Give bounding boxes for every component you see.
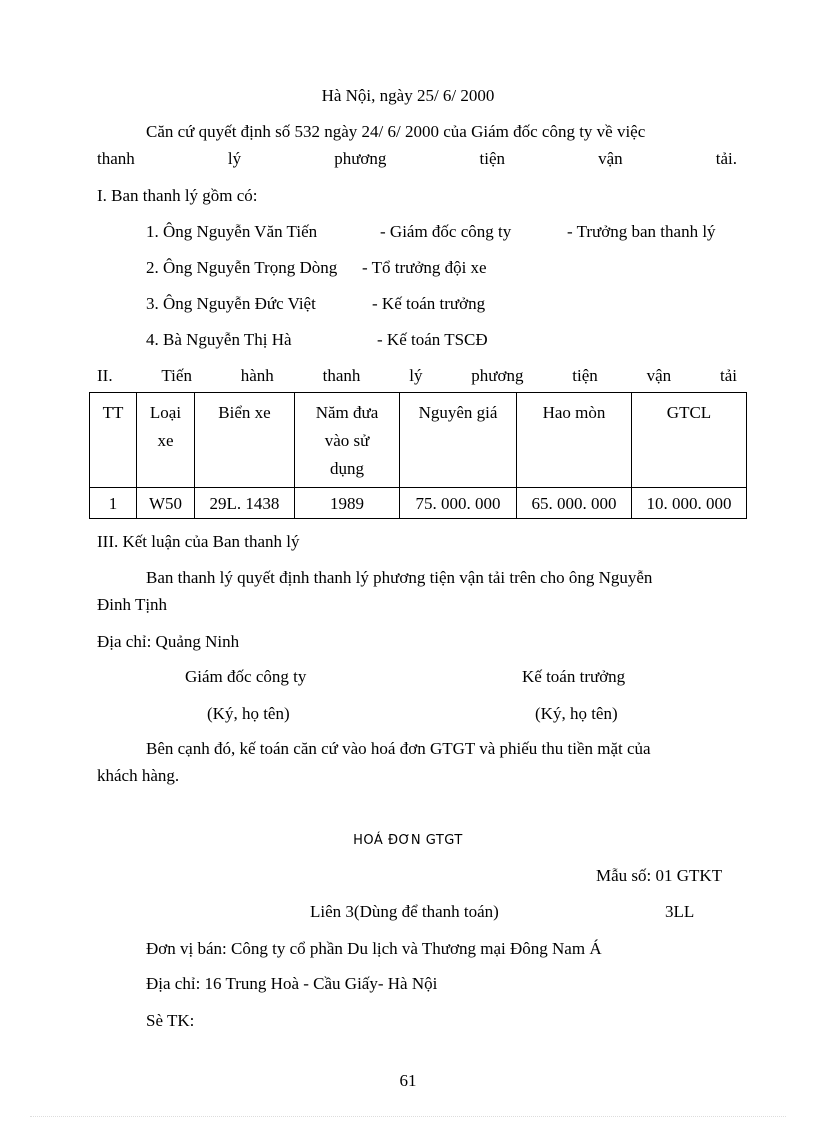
invoice-form-number: Mẫu số: 01 GTKT bbox=[596, 866, 723, 885]
table-row bbox=[90, 488, 747, 519]
invoice-copy: Liên 3(Dùng để thanh toán) bbox=[310, 902, 499, 921]
decision-line-1: Ban thanh lý quyết định thanh lý phương tiện vận tải trên cho ông Nguyễn bbox=[146, 568, 653, 587]
column-header: Nguyên giá bbox=[400, 393, 517, 488]
section1-heading: I. Ban thanh lý gồm có: bbox=[97, 186, 258, 205]
column-header: Biển xe bbox=[195, 393, 295, 488]
member-4-name: 4. Bà Nguyễn Thị Hà bbox=[146, 330, 292, 349]
column-header: GTCL bbox=[632, 393, 747, 488]
invoice-title: HOÁ ĐƠN GTGT bbox=[353, 833, 463, 848]
signature-right-note: (Ký, họ tên) bbox=[535, 704, 618, 723]
word: tiện bbox=[479, 149, 506, 168]
word: thanh bbox=[322, 366, 361, 385]
signature-right-title: Kế toán trưởng bbox=[522, 667, 626, 686]
table-cell: 10. 000. 000 bbox=[632, 488, 747, 519]
member-3-name: 3. Ông Nguyễn Đức Việt bbox=[146, 294, 316, 313]
member-2-name: 2. Ông Nguyễn Trọng Dòng bbox=[146, 258, 338, 277]
followup-line-1: Bên cạnh đó, kế toán căn cứ vào hoá đơn GTGT và phiếu thu tiền mặt của bbox=[146, 739, 651, 758]
signature-left-note: (Ký, họ tên) bbox=[207, 704, 290, 723]
footer-divider bbox=[30, 1116, 786, 1117]
column-header: Loại xe bbox=[137, 393, 195, 488]
word: phương bbox=[471, 366, 524, 385]
page-number: 61 bbox=[399, 1071, 417, 1090]
member-3-role: - Kế toán trưởng bbox=[372, 294, 486, 313]
signature-left-title: Giám đốc công ty bbox=[185, 667, 307, 686]
word: phương bbox=[334, 149, 387, 168]
date-line: Hà Nội, ngày 25/ 6/ 2000 bbox=[321, 86, 495, 105]
table-cell: 65. 000. 000 bbox=[517, 488, 632, 519]
invoice-account: Sè TK: bbox=[146, 1011, 195, 1030]
liquidation-address: Địa chỉ: Quảng Ninh bbox=[97, 632, 240, 651]
column-header: Hao mòn bbox=[517, 393, 632, 488]
section3-heading: III. Kết luận của Ban thanh lý bbox=[97, 532, 300, 551]
table-cell: 75. 000. 000 bbox=[400, 488, 517, 519]
word: thanh bbox=[97, 149, 135, 168]
table-cell: 29L. 1438 bbox=[195, 488, 295, 519]
word: vận bbox=[598, 149, 623, 168]
word: lý bbox=[409, 366, 423, 385]
followup-line-2: khách hàng. bbox=[97, 766, 180, 785]
invoice-seller: Đơn vị bán: Công ty cổ phần Du lịch và Thương mại Đông Nam Á bbox=[146, 939, 602, 958]
word: vận bbox=[646, 366, 672, 385]
column-header: TT bbox=[90, 393, 137, 488]
word: hành bbox=[240, 366, 274, 385]
word: lý bbox=[227, 149, 242, 168]
decision-line-2: Đinh Tịnh bbox=[97, 595, 168, 614]
table-cell: W50 bbox=[137, 488, 195, 519]
invoice-address: Địa chỉ: 16 Trung Hoà - Cầu Giấy- Hà Nội bbox=[146, 974, 438, 993]
asset-table bbox=[89, 392, 747, 519]
invoice-series: 3LL bbox=[665, 902, 695, 921]
table-cell: 1989 bbox=[295, 488, 400, 519]
table-header-row bbox=[90, 393, 747, 488]
member-1-role: - Giám đốc công ty bbox=[380, 222, 512, 241]
member-4-role: - Kế toán TSCĐ bbox=[377, 330, 488, 349]
member-1-name: 1. Ông Nguyễn Văn Tiến bbox=[146, 222, 318, 241]
member-2-role: - Tổ trưởng đội xe bbox=[362, 258, 487, 277]
member-1-role2: - Trưởng ban thanh lý bbox=[567, 222, 716, 241]
column-header: Năm đưa vào sử dụng bbox=[295, 393, 400, 488]
intro-line-2 bbox=[97, 148, 737, 170]
word: tải. bbox=[715, 149, 737, 168]
word: Tiến bbox=[161, 366, 192, 385]
word: II. bbox=[97, 366, 113, 385]
table-cell: 1 bbox=[90, 488, 137, 519]
section2-heading bbox=[97, 365, 737, 387]
word: tải bbox=[719, 366, 737, 385]
word: tiện bbox=[572, 366, 598, 385]
intro-line-1: Căn cứ quyết định số 532 ngày 24/ 6/ 2000 của Giám đốc công ty về việc bbox=[146, 122, 646, 141]
